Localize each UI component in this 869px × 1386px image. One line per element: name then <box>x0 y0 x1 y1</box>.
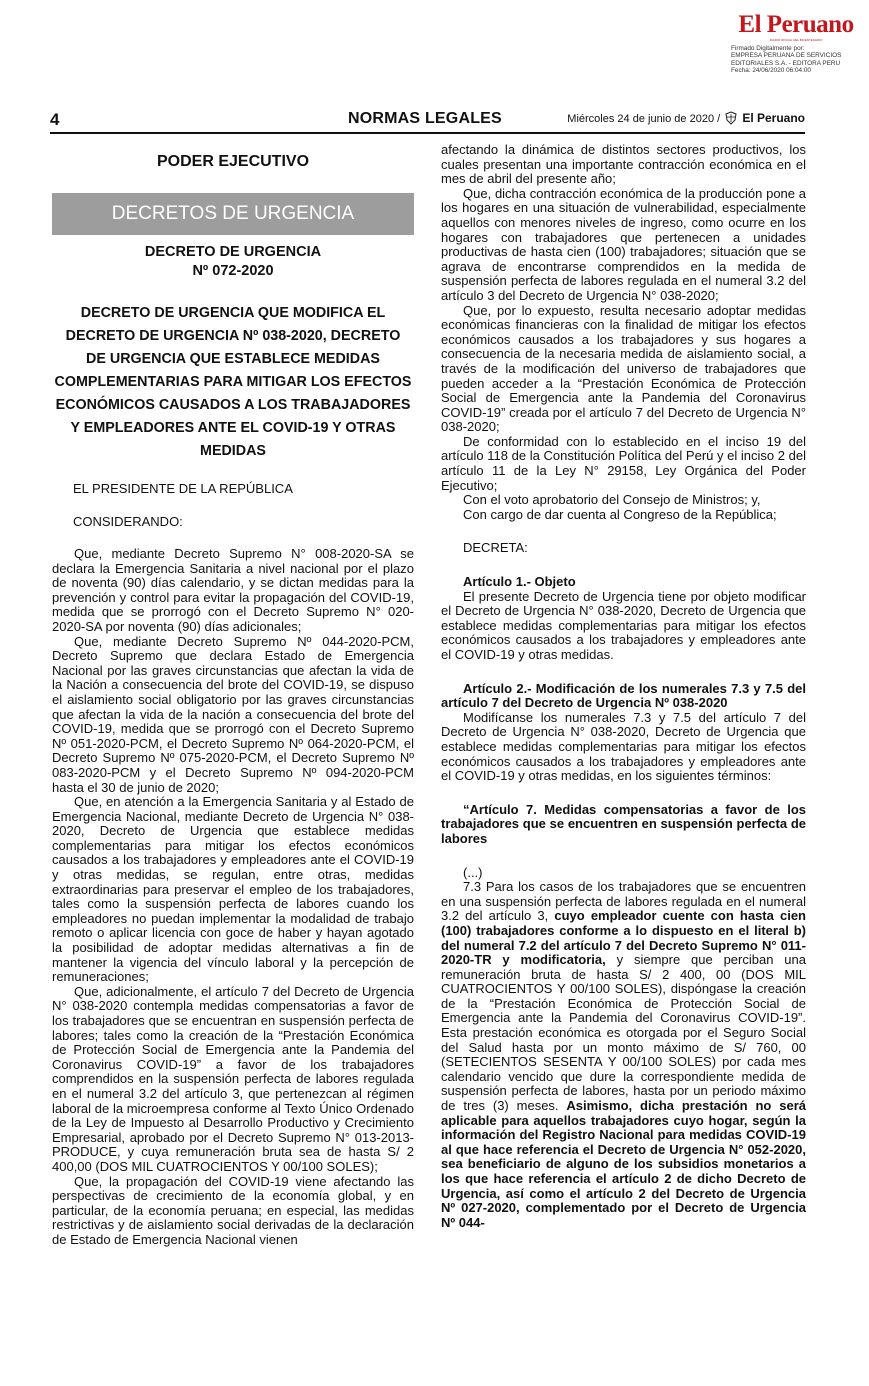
paragraph: Que, mediante Decreto Supremo Nº 044-2020-PCM, Decreto Supremo que declara Estado de Emergencia Nacional por las graves circunstancias que afectan la vida de la Nación a consecuencia del brote del COVID-19, se dispuso el aislamiento social obligatorio por las graves circunstancias que afectan la vida de la nación a consecuencia del brote del COVID-19, medida que se prorrogó con el Decreto Supremo Nº 051-2020-PCM, el Decreto Supremo Nº 064-2020-PCM, el Decreto Supremo Nº 075-2020-PCM, el Decreto Supremo Nº 083-2020-PCM y el Decreto Supremo Nº 094-2020-PCM hasta el 30 de junio de 2020; <box>52 633 414 795</box>
right-column <box>441 143 806 1230</box>
article-2-body: Modifícanse los numerales 7.3 y 7.5 del artículo 7 del Decreto de Urgencia N° 038-2020, Decreto de Urgencia que establece medidas complementarias para mitigar los efectos económicos causados a los trabajadores y empleadores ante el COVID-19 y otras medidas, en los siguientes términos: <box>441 709 806 784</box>
article-2-title: Artículo 2.- Modificación de los numerales 7.3 y 7.5 del artículo 7 del Decreto de Urgencia Nº 038-2020 <box>441 680 806 711</box>
numeral-7-3-part: y siempre que perciban una remuneración bruta de hasta S/ 2 400, 00 (DOS MIL CUATROCIENTOS Y 00/100 SOLES), dispóngase la creación de la “Prestación Económica de Protección Social de Emergencia ante la Pandemia del Coronavirus COVID-19”. Esta prestación económica es otorgada por el Seguro Social del Salud hasta por un monto máximo de S/ 760, 00 (SETECIENTOS SESENTA Y 00/100 SOLES) por cada mes calendario vencido que dure la correspondiente medida de suspensión perfecta de labores, hasta por un periodo máximo de tres (3) meses. <box>441 952 806 1114</box>
header-publication: El Peruano <box>742 111 805 125</box>
left-column <box>52 143 414 1248</box>
page-number: 4 <box>50 110 60 129</box>
paragraph: Que, dicha contracción económica de la producción pone a los hogares en una situación de vulnerabilidad, especialmente aquellos con menores niveles de ingreso, como ocurre en los hogares con trabajadores que pertenecen a unidades productivas de hasta cien (100) trabajadores; situación que se agrava de encontrarse comprendidos en la medida de suspensión perfecta de labores regulada en el numeral 3.2 del artículo 3 del Decreto de Urgencia N° 038-2020; <box>441 185 806 303</box>
paragraph: Que, la propagación del COVID-19 viene afectando las perspectivas de crecimiento de la economía global, y en particular, de la economía peruana; en especial, las medidas restrictivas y de aislamiento social derivadas de la declaración de Estado de Emergencia Nacional vienen <box>52 1173 414 1247</box>
decree-number-title <box>52 243 414 281</box>
quoted-article-title-text: Artículo 7. Medidas compensatorias a favor de los trabajadores que se encuentren en suspensión perfecta de labores <box>441 801 806 846</box>
logo-subtext: DIARIO OFICIAL DEL BICENTENARIO <box>769 38 823 42</box>
presidente-line: EL PRESIDENTE DE LA REPÚBLICA <box>73 481 293 496</box>
category-band: DECRETOS DE URGENCIA <box>52 193 414 235</box>
paragraph: Que, adicionalmente, el artículo 7 del Decreto de Urgencia N° 038-2020 contempla medidas compensatorias a favor de los trabajadores que se encuentran en suspensión perfecta de labores; tales como la creación de la “Prestación Económica de Protección Social de Emergencia ante la Pandemia del Coronavirus COVID-19” a favor de los trabajadores comprendidos en la suspensión perfecta de labores regulada en el numeral 3.2 del artículo 3, que pertenezcan al régimen laboral de la microempresa conforme al Texto Único Ordenado de la Ley de Impuesto al Desarrollo Productivo y Crecimiento Empresarial, aprobado por el Decreto Supremo N° 013-2013-PRODUCE, y cuya remuneración bruta sea de hasta S/ 2 400,00 (DOS MIL CUATROCIENTOS Y 00/100 SOLES); <box>52 983 414 1174</box>
article-1-body: El presente Decreto de Urgencia tiene por objeto modificar el Decreto de Urgencia N° 038-2020, Decreto de Urgencia que establece medidas complementarias para mitigar los efectos económicos causados a los trabajadores y empleadores ante el COVID-19 y otras medidas. <box>441 588 806 662</box>
opening-quote: “ <box>463 801 470 817</box>
paragraph: Con el voto aprobatorio del Consejo de Ministros; y, <box>463 492 761 508</box>
paragraph: Que, en atención a la Emergencia Sanitaria y al Estado de Emergencia Nacional, mediante Decreto de Urgencia N° 038-2020, Decreto de Urgencia que establece medidas complementarias para mitigar los efectos económicos causados a los trabajadores y empleadores ante el COVID-19 y otras medidas, se regulan, entre otras, medidas extraordinarias para preservar el empleo de los trabajadores, tales como la suspensión perfecta de labores cuando los empleadores no puedan implementar la modalidad de trabajo remoto o aplicar licencia con goce de haber y hayan agotado la posibilidad de adoptar medidas alternativas a fin de mantener la vigencia del vínculo laboral y la percepción de remuneraciones; <box>52 794 414 985</box>
signature-line: Firmado Digitalmente por: <box>731 45 805 52</box>
el-peruano-logo <box>728 12 864 42</box>
paragraph: De conformidad con lo establecido en el inciso 19 del artículo 118 de la Constitución Política del Perú y el inciso 2 del artículo 11 de la Ley N° 29158, Ley Orgánica del Poder Ejecutivo; <box>441 433 806 493</box>
signature-line: EDITORIALES S.A. - EDITORA PERU <box>731 59 841 67</box>
quoted-article-title <box>441 803 806 847</box>
numeral-7-3-part: 7.3 Para los casos de los trabajadores que se encuentren en una suspensión perfecta de labores regulada en el numeral 3.2 del artículo 3, <box>441 879 806 924</box>
right-column-text <box>441 143 806 1230</box>
numeral-7-3-bold-part: cuyo empleador cuente con hasta cien (100) trabajadores conforme a lo dispuesto en el literal b) del numeral 7.2 del artículo 7 del Decreto Supremo N° 011-2020-TR y modificatoria, <box>441 908 806 968</box>
section-name: NORMAS LEGALES <box>348 110 502 127</box>
decreta-line: DECRETA: <box>463 540 528 556</box>
numeral-7-3 <box>441 880 806 1230</box>
page-header <box>50 110 805 134</box>
section-poder-ejecutivo: PODER EJECUTIVO <box>156 153 310 170</box>
considerando-text <box>52 547 414 1248</box>
numeral-7-3-bold-part: Asimismo, dicha prestación no será aplicable para aquellos trabajadores cuyo hogar, según la información del Registro Nacional para medidas COVID-19 al que hace referencia el Decreto de Urgencia N° 052-2020, sea beneficiario de alguno de los subsidios monetarios a los que hace referencia el artículo 2 de dicho Decreto de Urgencia, así como el artículo 2 del Decreto de Urgencia Nº 027-2020, complementado por el Decreto de Urgencia Nº 044- <box>441 1098 806 1230</box>
logo-text: El Peruano <box>738 11 854 38</box>
decree-heading: DECRETO DE URGENCIA QUE MODIFICA EL DECRETO DE URGENCIA Nº 038-2020, DECRETO DE URGENCIA QUE ESTABLECE MEDIDAS COMPLEMENTARIAS PARA MITIGAR LOS EFECTOS ECONÓMICOS CAUSADOS A LOS TRABAJADORES Y EMPLEADORES ANTE EL COVID-19 Y OTRAS MEDIDAS <box>54 305 412 459</box>
header-date-publication <box>567 111 805 125</box>
digital-signature <box>731 45 863 75</box>
paragraph: afectando la dinámica de distintos sectores productivos, los cuales presentan una importante contracción económica en el mes de abril del presente año; <box>441 142 806 187</box>
article-1-title: Artículo 1.- Objeto <box>463 574 576 590</box>
signature-line: EMPRESA PERUANA DE SERVICIOS <box>731 52 842 60</box>
decree-number: Nº 072-2020 <box>192 263 274 279</box>
paragraph: Con cargo de dar cuenta al Congreso de la República; <box>463 506 777 522</box>
considerando-line: CONSIDERANDO: <box>73 513 183 529</box>
decree-type: DECRETO DE URGENCIA <box>144 244 322 260</box>
paragraph: Que, por lo expuesto, resulta necesario adoptar medidas económicas financieras con la finalidad de mitigar los efectos económicos causados a los trabajadores y sus hogares a consecuencia de la necesaria medida de aislamiento social, a través de la modificación del universo de trabajadores que pueden acceder a la “Prestación Económica de Protección Social de Emergencia ante la Pandemia del Coronavirus COVID-19” creada por el artículo 7 del Decreto de Urgencia N° 038-2020; <box>441 302 806 435</box>
coat-of-arms-icon <box>725 111 737 125</box>
header-date: Miércoles 24 de junio de 2020 / <box>567 113 721 125</box>
signature-date: Fecha: 24/06/2020 06:04:00 <box>731 67 811 75</box>
paragraph: Que, mediante Decreto Supremo N° 008-2020-SA se declara la Emergencia Sanitaria a nivel nacional por el plazo de noventa (90) días calendario, y se dictan medidas para la prevención y control para evitar la propagación del COVID-19, medida que se prorrogó con el Decreto Supremo N° 020-2020-SA por noventa (90) días adicionales; <box>52 546 414 634</box>
ellipsis: (...) <box>463 864 483 880</box>
